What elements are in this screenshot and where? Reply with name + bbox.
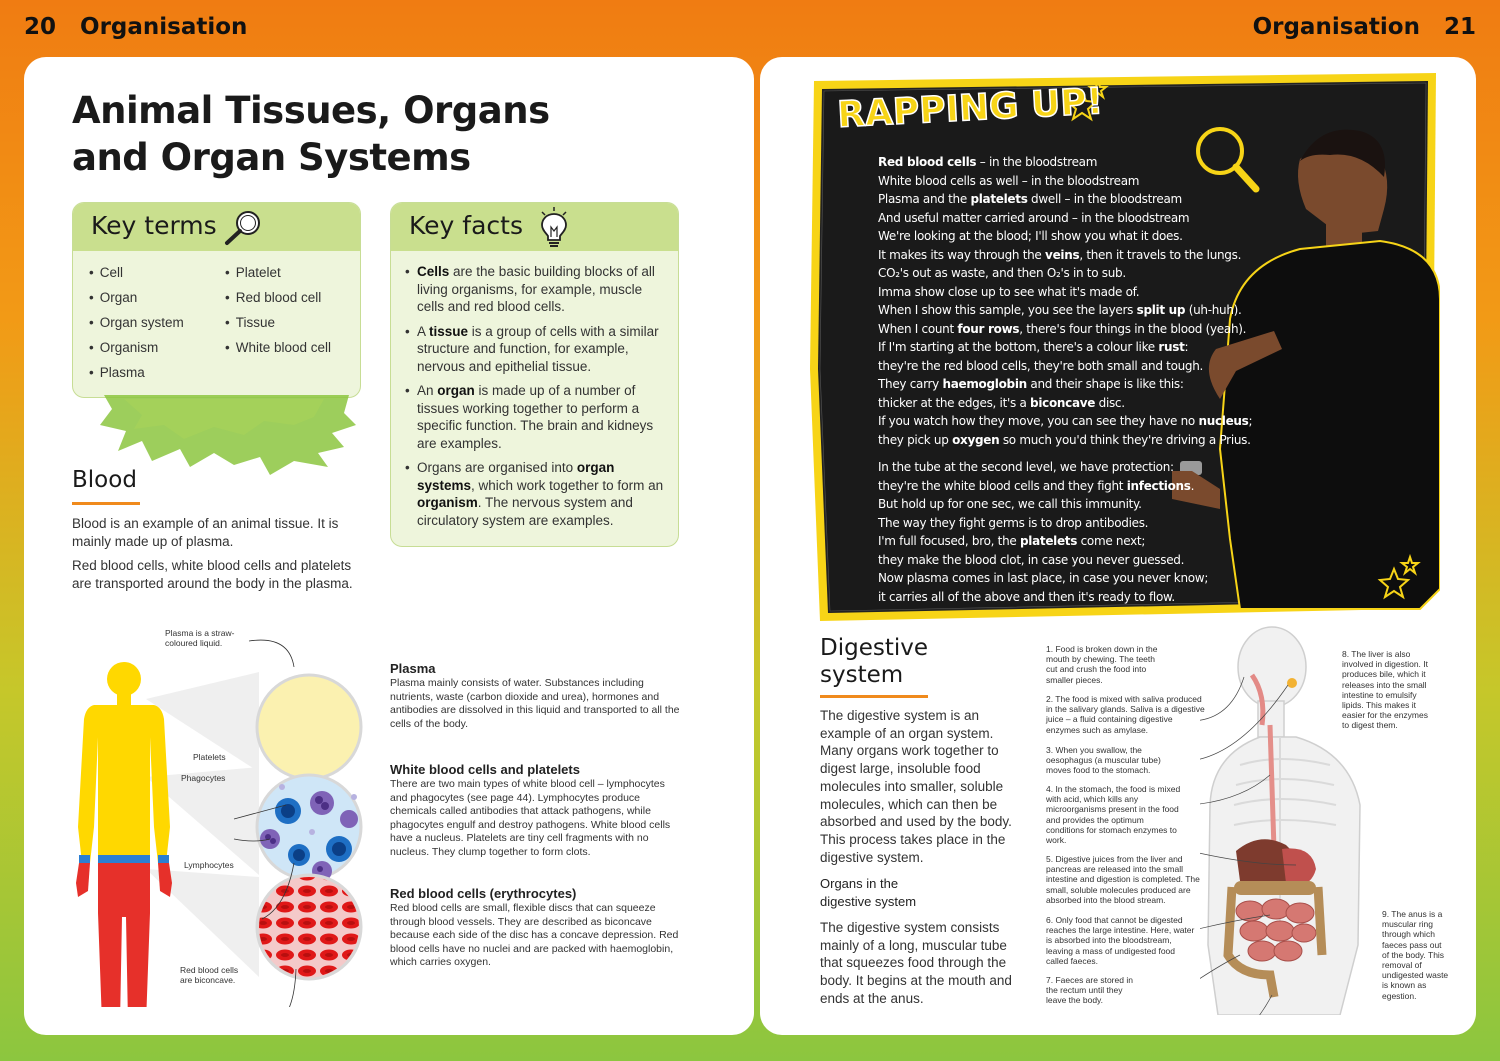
human-body-silhouette [76, 662, 172, 1007]
right-header-title: Organisation [1252, 14, 1420, 40]
annotation-6: 6. Only food that cannot be digested reaches the large intestine. Here, water is absorbed into the bloodstream, leaving a mass of undigested food called faeces. [1046, 915, 1195, 966]
lyric-line: Now plasma comes in last place, in case you never know; [878, 571, 1209, 585]
white-cells-sample [257, 775, 361, 881]
colon [1234, 881, 1316, 895]
left-header [24, 14, 247, 40]
annotation-5: 5. Digestive juices from the liver and pancreas are released into the small intestine and digestion is completed. The small, soluble molecules produced are absorbed into the blood stream. [1046, 854, 1200, 905]
key-terms-header [73, 203, 360, 251]
annotation-4: 4. In the stomach, the food is mixed with acid, which kills any microorganisms present in the food and provides the optimum conditions for stomach enzymes to work. [1046, 784, 1181, 846]
plasma-text: Plasma mainly consists of water. Substances including nutrients, waste (carbon dioxide and urea), hormones and antibodies are dissolved in this liquid and transported to all the cells of the body. [390, 677, 680, 730]
rbc-label: Red blood cells are biconcave. [180, 965, 239, 985]
key-facts-heading: Key facts [409, 211, 523, 240]
annotation-3: 3. When you swallow, the oesophagus (a muscular tube) moves food to the stomach. [1046, 745, 1161, 776]
organs-subheading-line-1: Organs in the [820, 876, 899, 891]
plasma-label: Plasma is a straw-coloured liquid. [165, 628, 235, 648]
heading-underline [820, 695, 928, 698]
digestive-paragraph-1: The digestive system is an example of an organ system. Many organs work together to digest large, insoluble food molecules into smaller, soluble molecules, which can then be absorbed and used by the body. This process takes place in the digestive system. [820, 708, 1012, 865]
list-item: • An organ is made up of a number of tissues working together to perform a specific function. The brain and kidneys are examples. [405, 382, 666, 452]
page-title [72, 87, 552, 181]
lyric-line: thicker at the edges, it's a biconcave disc. [878, 395, 1125, 410]
organs-subheading [820, 875, 916, 910]
blood-paragraph-1: Blood is an example of an animal tissue. It is mainly made up of plasma. [72, 516, 339, 549]
blood-heading: Blood [72, 467, 137, 493]
digestive-heading-line-1: Digestive [820, 635, 929, 661]
annotation-9: 9. The anus is a muscular ring through which faeces pass out of the body. This removal of undigested waste is known as egestion. [1382, 909, 1449, 1001]
lightbulb-icon [537, 207, 571, 249]
title-line-2: and Organ Systems [72, 136, 471, 179]
list-item: • Cells are the basic building blocks of all living organisms, for example, muscle cells and red blood cells. [405, 263, 666, 316]
lyric-line: But hold up for one sec, we call this immunity. [878, 497, 1142, 511]
key-terms-heading: Key terms [91, 211, 217, 240]
salivary-gland [1287, 678, 1297, 688]
key-terms-box [72, 202, 361, 398]
lymphocytes-label: Lymphocytes [184, 860, 234, 870]
digestive-heading [820, 635, 928, 689]
heading-underline [72, 502, 140, 505]
list-item: • Organ [89, 288, 225, 307]
lyric-line: In the tube at the second level, we have protection: [878, 460, 1174, 474]
lyric-line: The way they fight germs is to drop antibodies. [878, 515, 1149, 530]
wbc-text: There are two main types of white blood cell – lymphocytes and phagocytes (see page 44). Lymphocytes produce chemicals called antibodies that attack pathogens, while phagocytes engulf and destroy pathogens. White blood cells have a nucleus. Platelets are tiny cell fragments with no nucleus. They clump together to form clots. [390, 778, 671, 858]
lyric-line: When I show this sample, you see the layers split up (uh-huh). [878, 303, 1242, 317]
rap-title: RAPPING UP! [836, 81, 1105, 136]
title-line-1: Animal Tissues, Organs [72, 89, 550, 132]
annotation-8: 8. The liver is also involved in digestion. It produces bile, which it releases into the small intestine to emulsify lipids. This makes it easier for the enzymes to digest them. [1342, 649, 1428, 731]
right-page-number: 21 [1443, 14, 1476, 40]
key-facts-header [391, 203, 678, 251]
list-item: • A tissue is a group of cells with a similar structure and function, for example, nervous and epithelial tissue. [405, 323, 666, 376]
green-paint-splat [94, 395, 359, 477]
key-terms-list [73, 251, 360, 382]
magnifier-icon [221, 207, 265, 247]
lyric-line: White blood cells as well – in the bloodstream [878, 173, 1140, 188]
organs-subheading-line-2: digestive system [820, 893, 917, 909]
lyric-line: Red blood cells – in the bloodstream [878, 155, 1098, 169]
left-page [24, 57, 754, 1035]
digestive-paragraph-2: The digestive system consists mainly of a long, muscular tube that squeezes food through the body. It begins at the mouth and ends at the anus. [820, 920, 1012, 1006]
lyric-line: they're the white blood cells and they fight infections. [878, 478, 1195, 493]
list-item: • White blood cell [225, 338, 361, 357]
blood-paragraph-2: Red blood cells, white blood cells and platelets are transported around the body in the plasma. [72, 558, 353, 591]
left-page-number: 20 [24, 14, 57, 40]
red-cells-sample [254, 872, 364, 982]
right-page [760, 57, 1476, 1035]
list-item: • Platelet [225, 263, 361, 282]
lyric-line: they make the blood clot, in case you never guessed. [878, 552, 1185, 567]
lyric-line: Plasma and the platelets dwell – in the bloodstream [878, 192, 1182, 206]
lyric-line: If you watch how they move, you can see they have no nucleus; [878, 414, 1253, 428]
annotation-2: 2. The food is mixed with saliva produced in the salivary glands. Saliva is a digestive juice – a fluid containing digestive enzymes such as amylase. [1046, 694, 1205, 735]
list-item: • Tissue [225, 313, 361, 332]
list-item: • Organ system [89, 313, 225, 332]
lyric-line: Imma show close up to see what it's made of. [878, 284, 1140, 299]
key-facts-box [390, 202, 679, 547]
left-header-title: Organisation [80, 14, 248, 40]
key-facts-list [391, 251, 678, 529]
lyric-line: CO₂'s out as waste, and then O₂'s in to sub. [878, 266, 1126, 280]
lyric-line: When I count four rows, there's four things in the blood (yeah). [878, 321, 1247, 336]
blood-components-diagram [54, 627, 394, 1007]
digestive-heading-line-2: system [820, 662, 904, 688]
list-item: • Organism [89, 338, 225, 357]
lyric-line: They carry haemoglobin and their shape is like this: [878, 377, 1184, 391]
lyric-line: And useful matter carried around – in the bloodstream [878, 210, 1190, 225]
annotation-7: 7. Faeces are stored in the rectum until they leave the body. [1046, 975, 1133, 1006]
plasma-heading: Plasma [390, 661, 436, 676]
wbc-heading: White blood cells and platelets [390, 762, 580, 777]
rbc-heading: Red blood cells (erythrocytes) [390, 886, 577, 901]
list-item: • Red blood cell [225, 288, 361, 307]
plasma-sample [257, 675, 361, 779]
rbc-text: Red blood cells are small, flexible discs that can squeeze through blood vessels. They are described as biconcave because each side of the disc has a concave depression. Red blood cells have no nuclei and are packed with haemoglobin, which carries oxygen. [390, 902, 679, 968]
list-item: • Organs are organised into organ systems, which work together to form an organism. The nervous system and circulatory system are examples. [405, 459, 666, 529]
lyric-line: If I'm starting at the bottom, there's a colour like rust: [878, 340, 1189, 354]
right-header [1253, 14, 1476, 40]
annotation-1: 1. Food is broken down in the mouth by chewing. The teeth cut and crush the food into smaller pieces. [1046, 644, 1158, 685]
list-item: • Cell [89, 263, 225, 282]
lyric-line: it carries all of the above and then it's ready to flow. [878, 589, 1175, 604]
rap-panel [800, 69, 1440, 624]
lyric-line: they pick up oxygen so much you'd think they're driving a Prius. [878, 432, 1251, 447]
lyric-line: It makes its way through the veins, then it travels to the lungs. [878, 247, 1242, 262]
list-item: • Plasma [89, 363, 225, 382]
platelets-label: Platelets [193, 752, 226, 762]
rap-lyrics [878, 153, 1268, 606]
lyric-line: they're the red blood cells, they're both small and tough. [878, 358, 1204, 373]
lyric-line: I'm full focused, bro, the platelets come next; [878, 534, 1146, 548]
lyric-line: We're looking at the blood; I'll show you what it does. [878, 229, 1183, 243]
phagocytes-label: Phagocytes [181, 773, 226, 783]
